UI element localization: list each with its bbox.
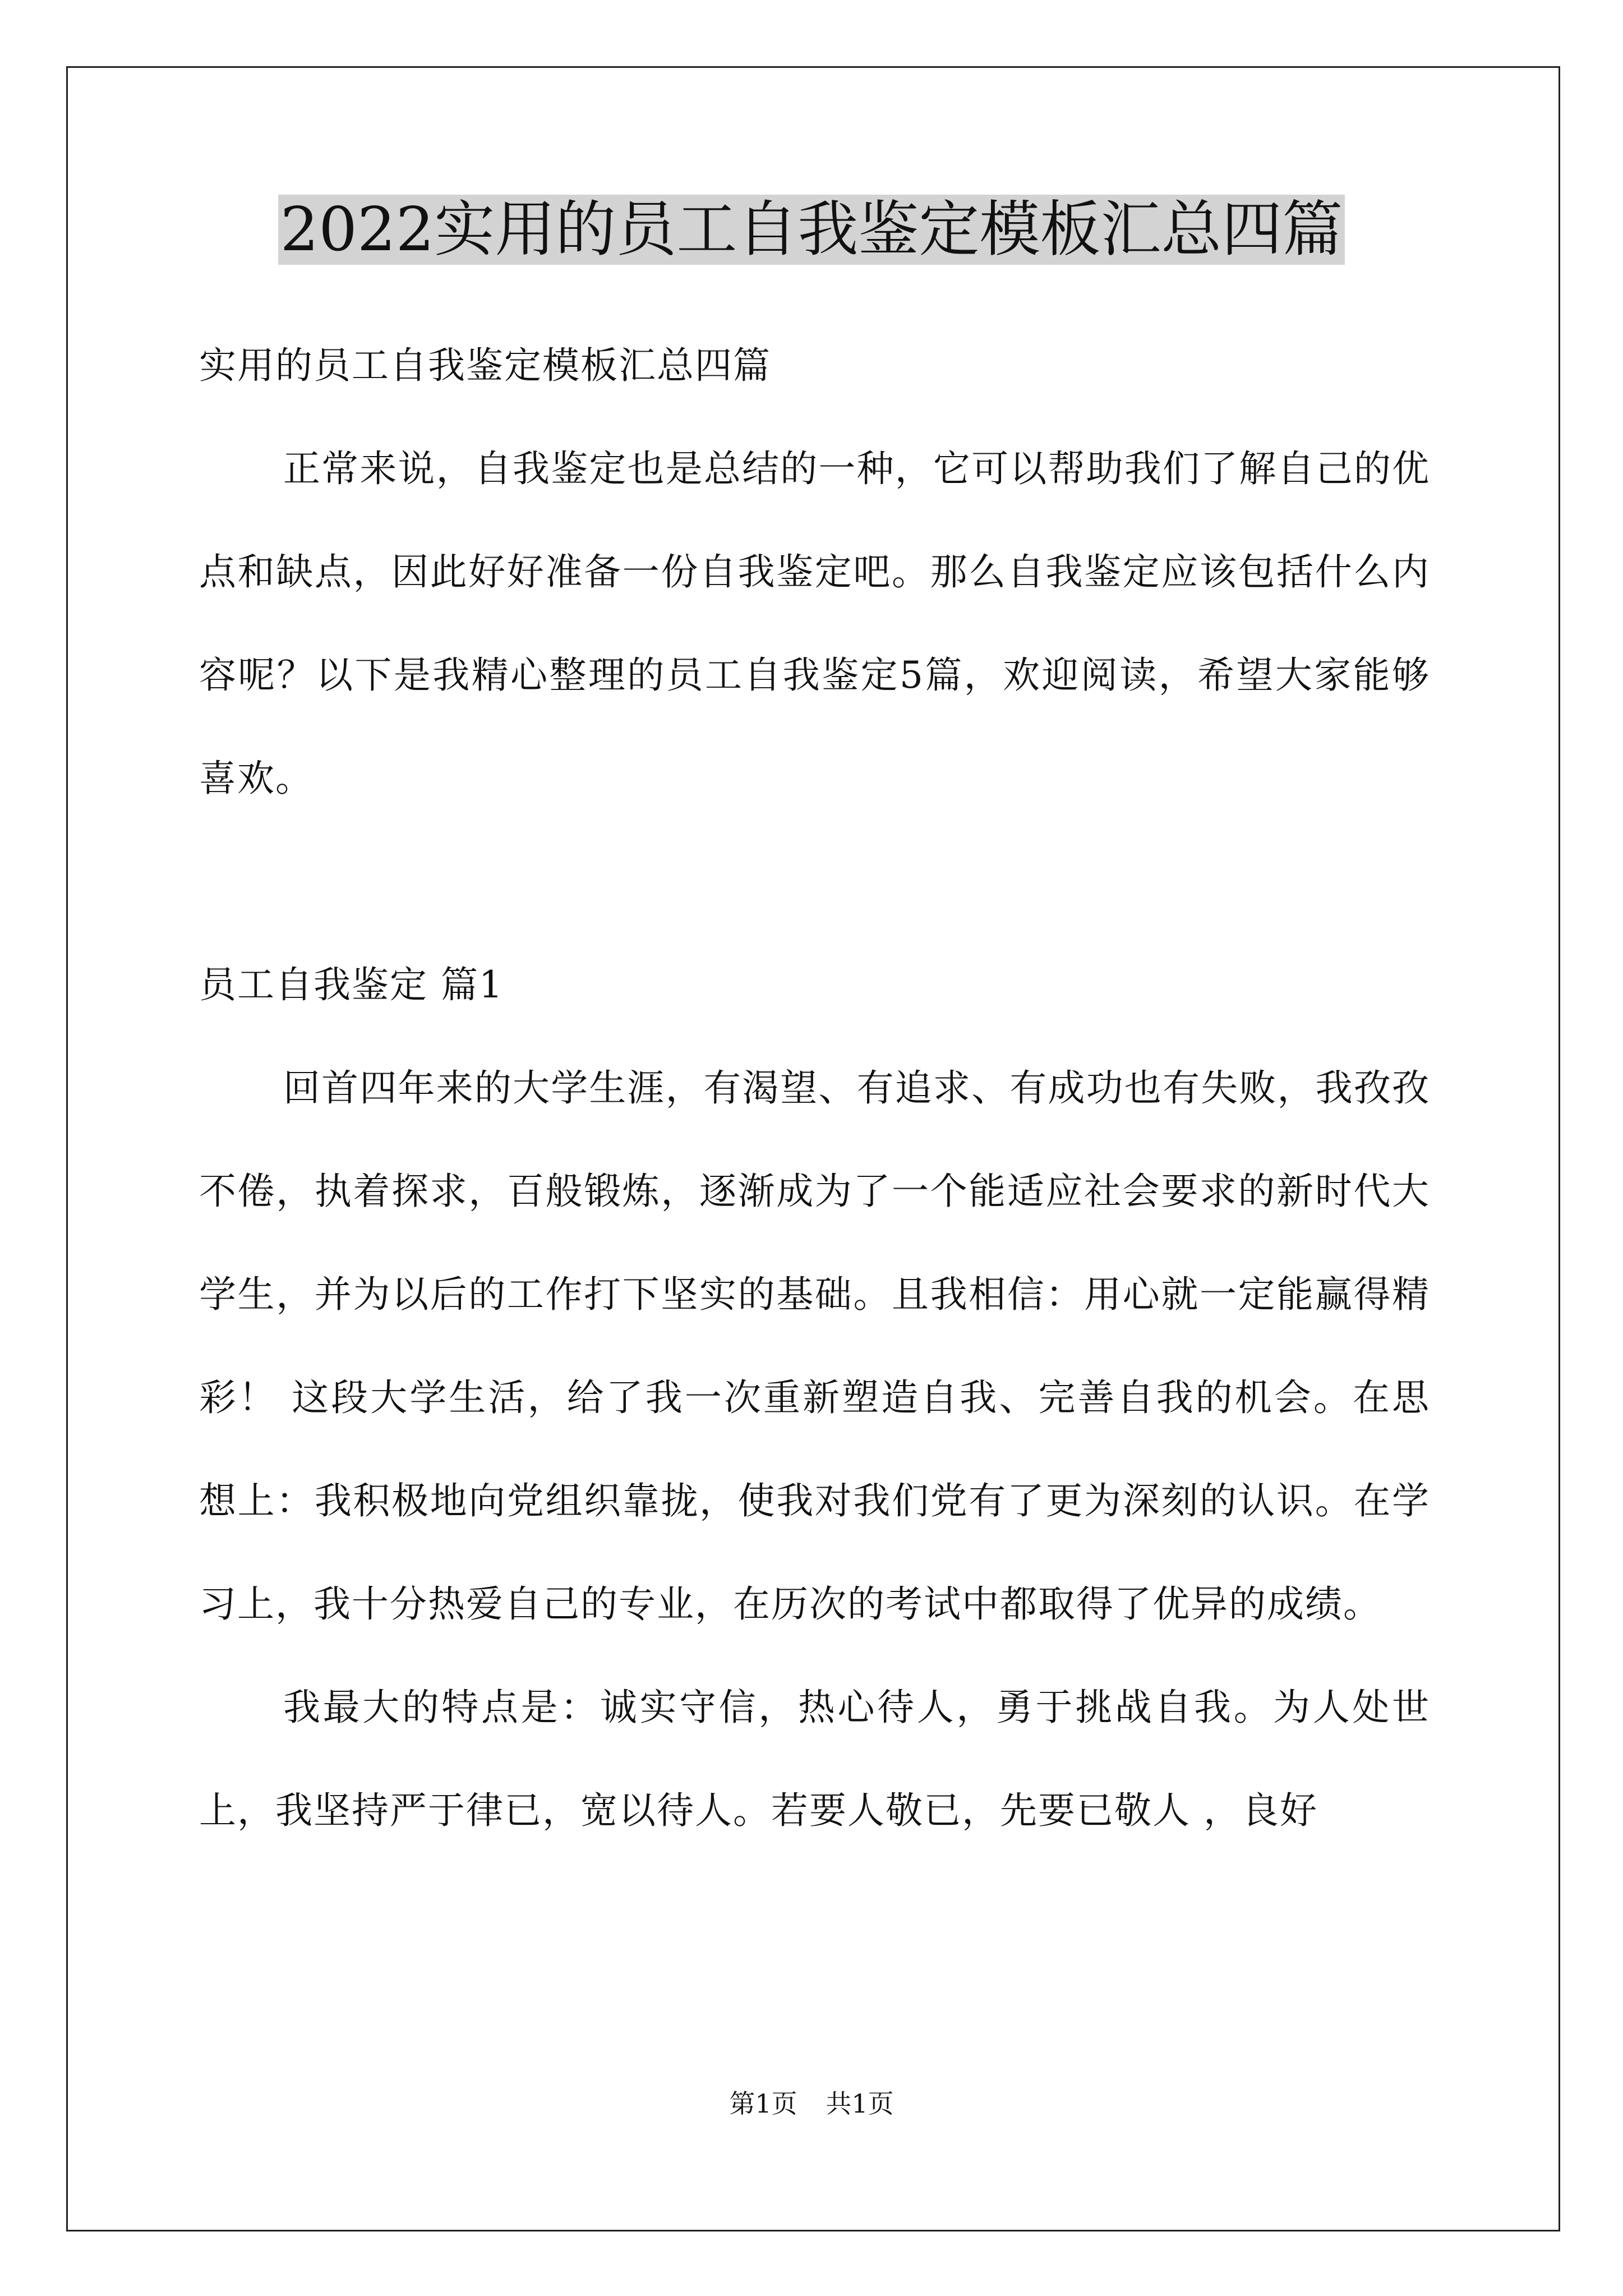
page-total: 共1页 [826,2088,894,2119]
blank-line [199,830,1430,933]
page-footer [0,2087,1623,2120]
document-title-text: 2022实用的员工自我鉴定模板汇总四篇 [278,195,1345,265]
document-body [199,314,1430,1862]
page-number: 第1页 [729,2088,797,2119]
body-paragraph: 我最大的特点是：诚实守信，热心待人，勇于挑战自我。为人处世上，我坚持严于律已，宽以待人。若要人敬已，先要已敬人 ，良好 [199,1686,1430,1832]
section-heading: 员工自我鉴定 篇1 [199,963,504,1006]
document-title [0,185,1623,275]
document-subtitle: 实用的员工自我鉴定模板汇总四篇 [199,344,771,387]
intro-paragraph: 正常来说，自我鉴定也是总结的一种，它可以帮助我们了解自己的优点和缺点，因此好好准备一份自我鉴定吧。那么自我鉴定应该包括什么内容呢？以下是我精心整理的员工自我鉴定5篇，欢迎阅读，希望大家能够喜欢。 [199,447,1430,800]
body-paragraph: 回首四年来的大学生涯，有渴望、有追求、有成功也有失败，我孜孜不倦，执着探求，百般锻炼，逐渐成为了一个能适应社会要求的新时代大学生，并为以后的工作打下坚实的基础。且我相信：用心就一定能赢得精彩！ 这段大学生活，给了我一次重新塑造自我、完善自我的机会。在思想上：我积极地向党组织靠拢，使我对我们党有了更为深刻的认识。在学习上，我十分热爱自己的专业，在历次的考试中都取得了优异的成绩。 [199,1066,1430,1626]
